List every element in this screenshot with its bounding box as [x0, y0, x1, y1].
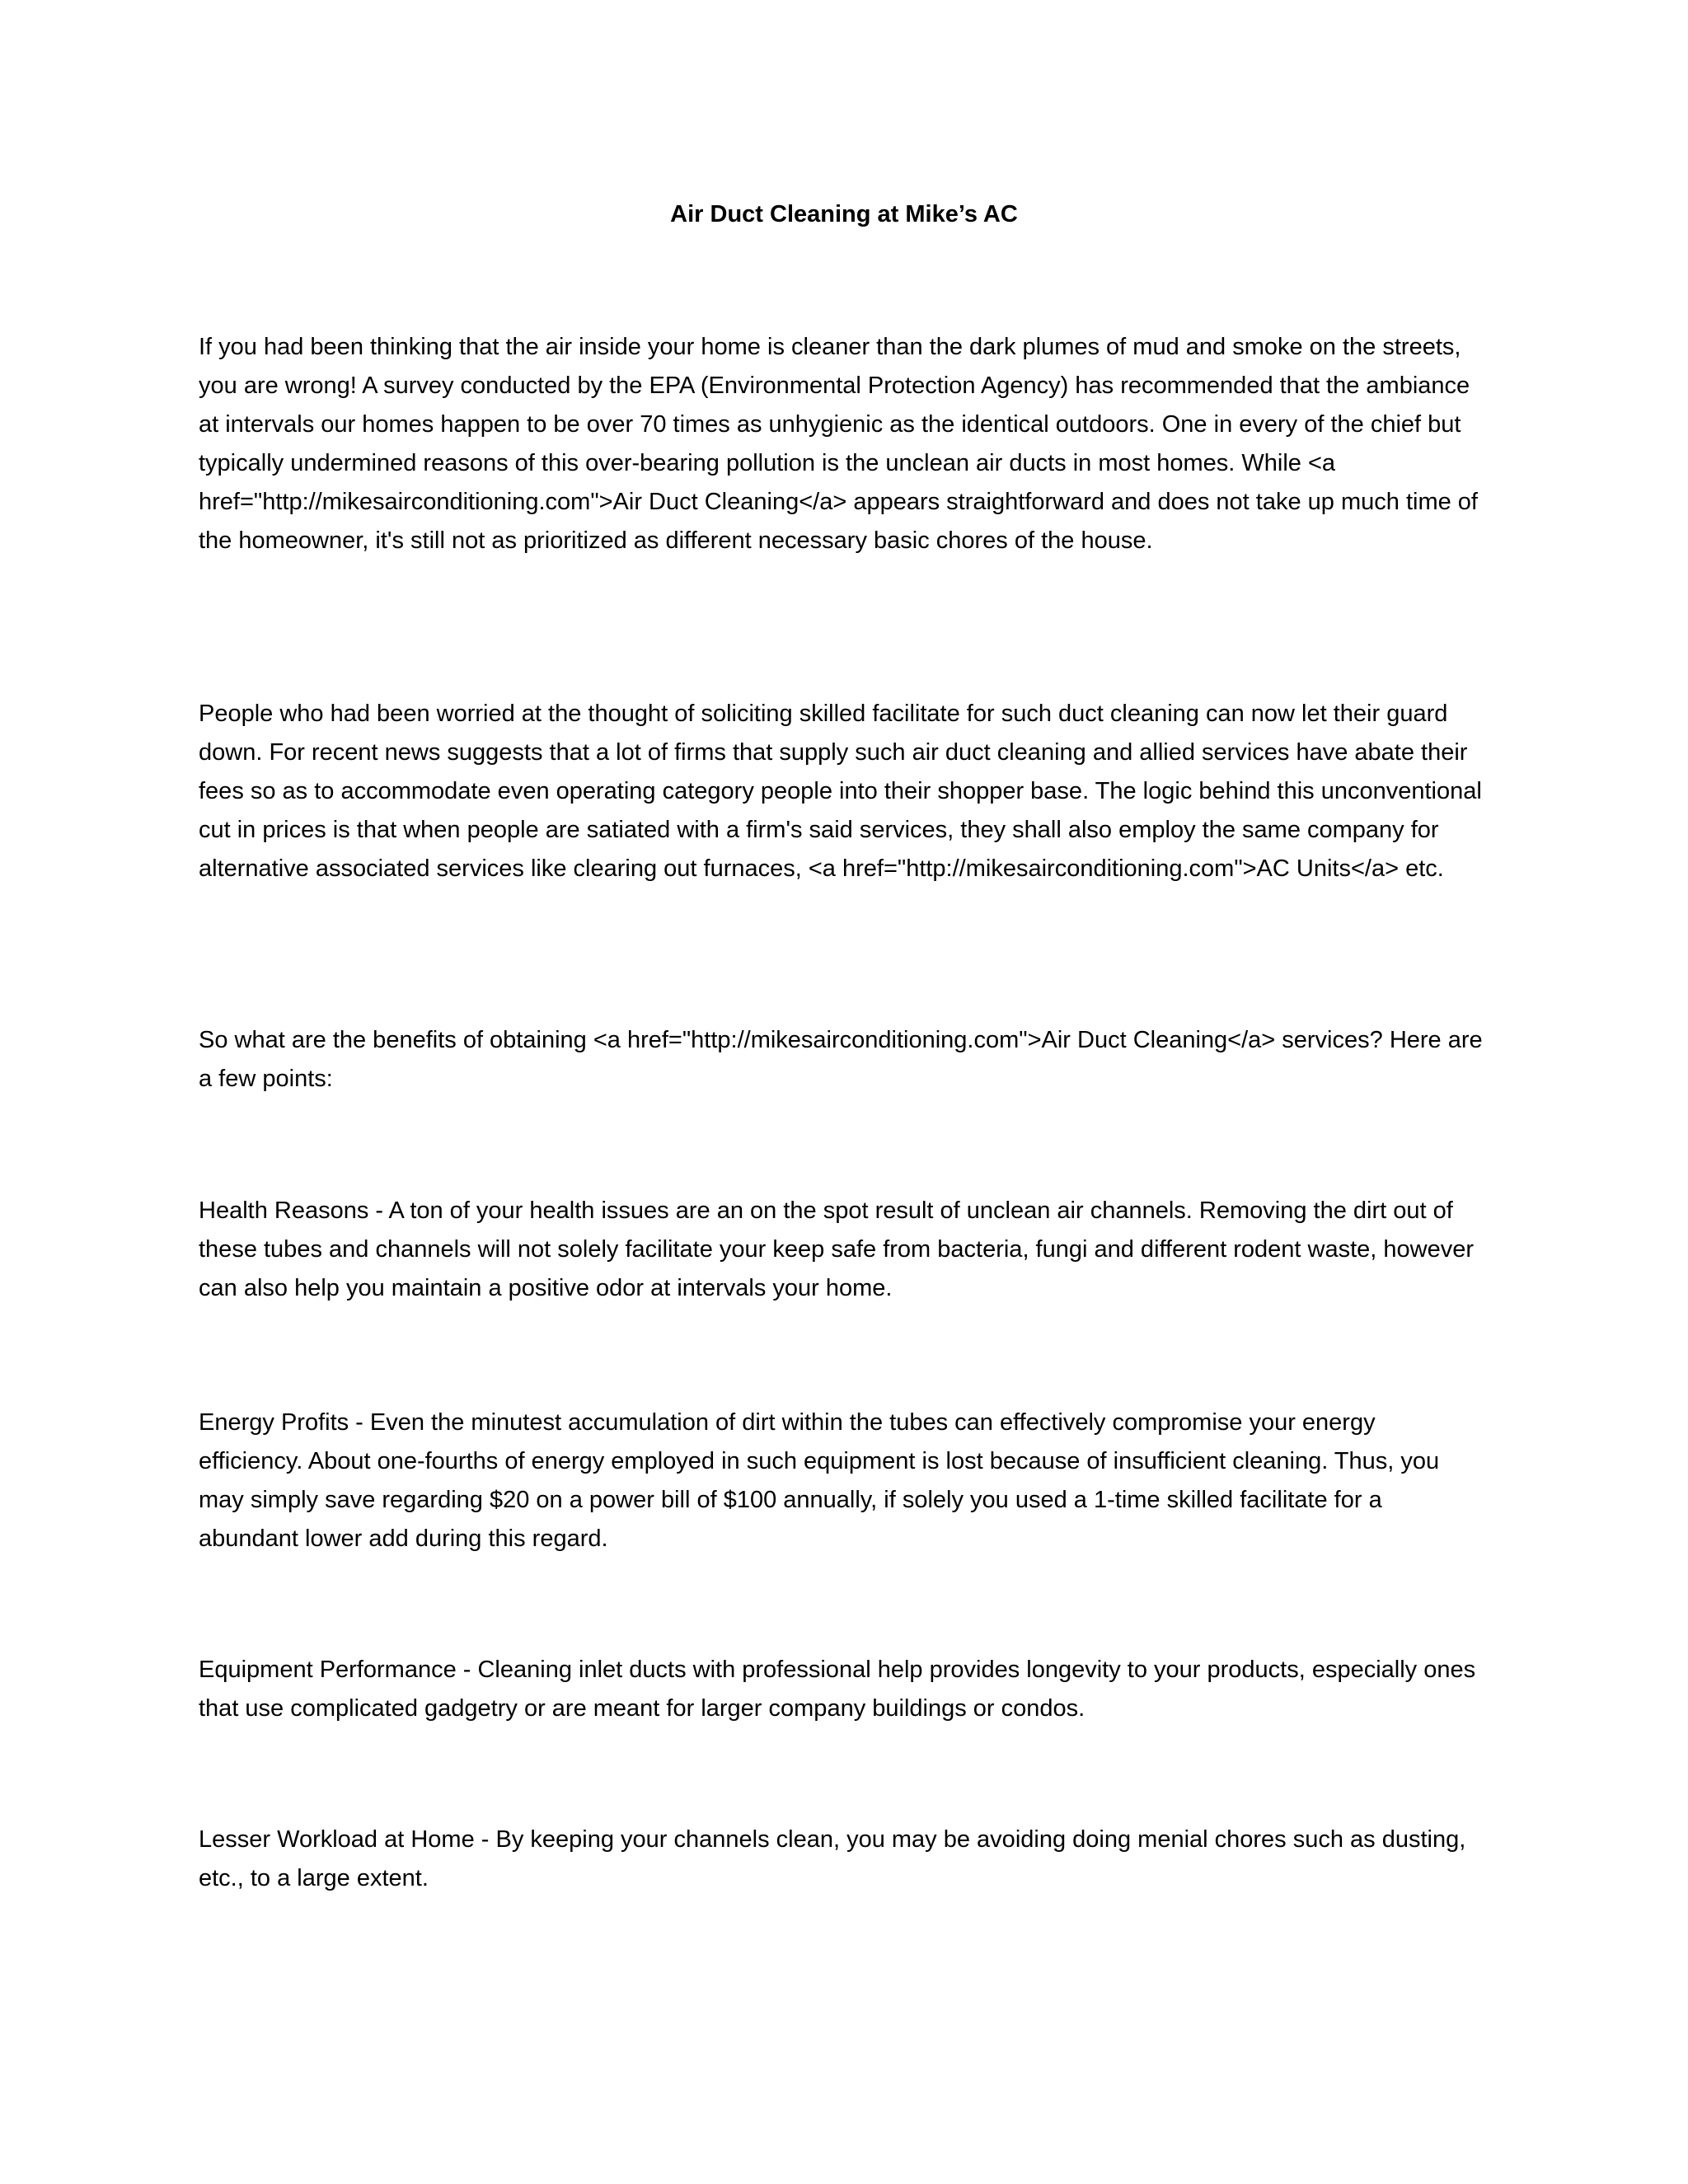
- paragraph-energy-profits: Energy Profits - Even the minutest accumulation of dirt within the tubes can effectively compromise your energy efficiency. About one-fourths of energy employed in such equipment is lost because of insufficient cleaning. Thus, you may simply save regarding $20 on a power bill of $100 annually, if solely you used a 1-time skilled facilitate for a abundant lower add during this regard.: [199, 1409, 1440, 1552]
- paragraph-pricing: People who had been worried at the thought of soliciting skilled facilitate for such duct cleaning can now let their guard down. For recent news suggests that a lot of firms that supply such air duct cleaning and allied services have abate their fees so as to accommodate even operating category people into their shopper base. The logic behind this unconventional cut in prices is that when people are satiated with a firm's said services, they shall also employ the same company for alternative associated services like clearing out furnaces, <a href="http://mikesairconditioning.com">AC Units</a> etc.: [199, 701, 1482, 882]
- paragraph-equipment-performance: Equipment Performance - Cleaning inlet ducts with professional help provides longevity to your products, especially ones that use complicated gadgetry or are meant for larger company buildings or condos.: [199, 1657, 1476, 1722]
- paragraph-health-reasons: Health Reasons - A ton of your health issues are an on the spot result of unclean air channels. Removing the dirt out of these tubes and channels will not solely facilitate your keep safe from bacteria, fungi and different rodent waste, however can also help you maintain a positive odor at intervals your home.: [199, 1197, 1475, 1301]
- paragraph-lesser-workload: Lesser Workload at Home - By keeping your channels clean, you may be avoiding doing menial chores such as dusting, etc., to a large extent.: [199, 1826, 1466, 1891]
- paragraph-benefits-intro: So what are the benefits of obtaining <a href="http://mikesairconditioning.com">Air Duct Cleaning</a> services? Here are a few points:: [199, 1027, 1483, 1092]
- page-title: Air Duct Cleaning at Mike’s AC: [670, 201, 1018, 227]
- paragraph-intro: If you had been thinking that the air inside your home is cleaner than the dark plumes of mud and smoke on the streets, you are wrong! A survey conducted by the EPA (Environmental Protection Agency) has recommended that the ambiance at intervals our homes happen to be over 70 times as unhygienic as the identical outdoors. One in every of the chief but typically undermined reasons of this over-bearing pollution is the unclean air ducts in most homes. While <a href="http://mikesairconditioning.com">Air Duct Cleaning</a> appears straightforward and does not take up much time of the homeowner, it's still not as prioritized as different necessary basic chores of the house.: [199, 334, 1478, 554]
